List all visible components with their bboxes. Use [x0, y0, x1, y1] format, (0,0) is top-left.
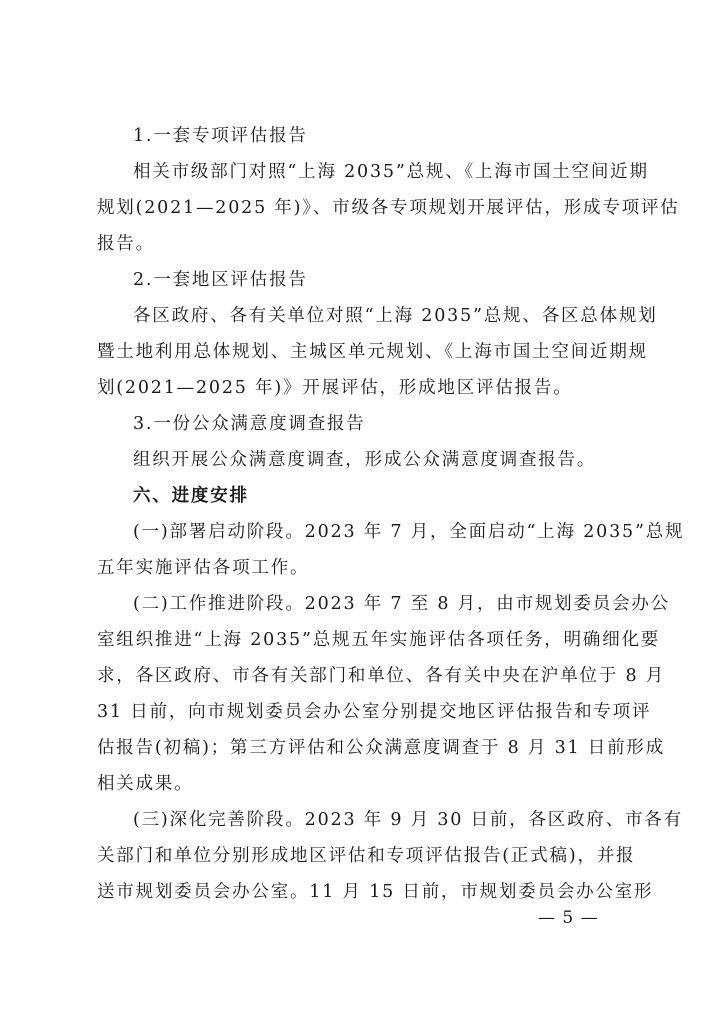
paragraph-line: (二)工作推进阶段。2023 年 7 至 8 月，由市规划委员会办公	[133, 594, 670, 614]
paragraph-line: 室组织推进“上海 2035”总规五年实施评估各项任务，明确细化要	[97, 630, 661, 650]
paragraph-line: 组织开展公众满意度调查，形成公众满意度调查报告。	[133, 450, 597, 470]
paragraph-line: 关部门和单位分别形成地区评估和专项评估报告(正式稿)，并报	[97, 846, 636, 866]
paragraph-line: 估报告(初稿)；第三方评估和公众满意度调查于 8 月 31 日前形成	[97, 738, 666, 758]
paragraph-line: 31 日前，向市规划委员会办公室分别提交地区评估报告和专项评	[97, 702, 652, 722]
paragraph-line: (一)部署启动阶段。2023 年 7 月，全面启动“上海 2035”总规	[133, 522, 685, 542]
paragraph-line: 各区政府、各有关单位对照“上海 2035”总规、各区总体规划	[133, 306, 658, 326]
paragraph-line: 划(2021—2025 年)》开展评估，形成地区评估报告。	[97, 378, 573, 398]
paragraph-line: 报告。	[97, 234, 155, 254]
heading-item-1: 1.一套专项评估报告	[133, 126, 308, 146]
paragraph-line: 相关成果。	[97, 774, 194, 794]
heading-item-3: 3.一份公众满意度调查报告	[133, 414, 366, 434]
heading-item-2: 2.一套地区评估报告	[133, 270, 308, 290]
paragraph-line: 求，各区政府、市各有关部门和单位、各有关中央在沪单位于 8 月	[97, 666, 666, 686]
paragraph-line: 规划(2021—2025 年)》、市级各专项规划开展评估，形成专项评估	[97, 198, 680, 218]
paragraph-line: 相关市级部门对照“上海 2035”总规、《上海市国土空间近期	[133, 162, 649, 182]
section-heading: 六、进度安排	[133, 486, 249, 506]
paragraph-line: 五年实施评估各项工作。	[97, 558, 310, 578]
paragraph-line: 暨土地利用总体规划、主城区单元规划、《上海市国土空间近期规	[97, 342, 648, 362]
page-number: — 5 —	[538, 908, 599, 928]
paragraph-line: 送市规划委员会办公室。11 月 15 日前，市规划委员会办公室形	[97, 882, 654, 902]
paragraph-line: (三)深化完善阶段。2023 年 9 月 30 日前，各区政府、市各有	[133, 810, 683, 830]
